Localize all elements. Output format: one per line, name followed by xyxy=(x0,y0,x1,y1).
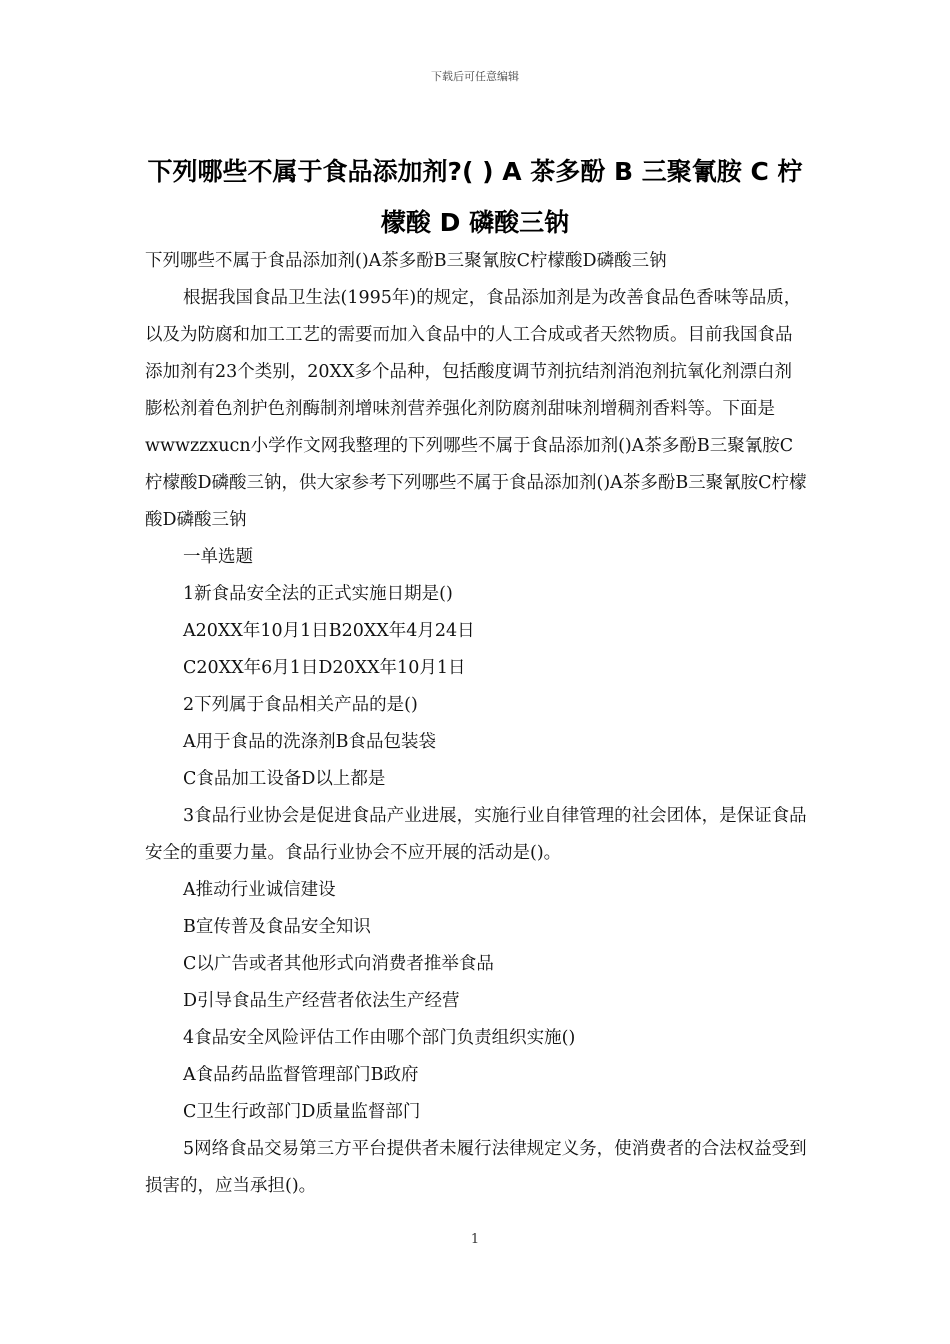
page-number: 1 xyxy=(470,1232,480,1247)
document-title: 下列哪些不属于食品添加剂?( ) A 茶多酚 B 三聚氰胺 C 柠檬酸 D 磷酸三钠 xyxy=(147,157,803,237)
question-3-option-a: A推动行业诚信建设 xyxy=(183,880,336,900)
page-header-note: 下载后可任意编辑 xyxy=(431,70,519,83)
question-4-options-cd: C卫生行政部门D质量监督部门 xyxy=(183,1102,421,1122)
question-2-options-cd: C食品加工设备D以上都是 xyxy=(183,769,386,789)
question-3-option-b: B宣传普及食品安全知识 xyxy=(183,917,371,937)
question-1-options-cd: C20XX年6月1日D20XX年10月1日 xyxy=(183,658,466,678)
body-paragraph: 根据我国食品卫生法(1995年)的规定，食品添加剂是为改善食品色香味等品质，以及为防腐和加工工艺的需要而加入食品中的人工合成或者天然物质。目前我国食品添加剂有23个类别，20XX多个品种，包括酸度调节剂抗结剂消泡剂抗氧化剂漂白剂膨松剂着色剂护色剂酶制剂增味剂营养强化剂防腐剂甜味剂增稠剂香料等。下面是wwwzzxucn小学作文网我整理的下列哪些不属于食品添加剂()A茶多酚B三聚氰胺C柠檬酸D磷酸三钠，供大家参考下列哪些不属于食品添加剂()A茶多酚B三聚氰胺C柠檬酸D磷酸三钠 xyxy=(145,288,807,530)
question-4: 4食品安全风险评估工作由哪个部门负责组织实施() xyxy=(183,1028,576,1048)
question-2-options-ab: A用于食品的洗涤剂B食品包装袋 xyxy=(183,732,436,752)
question-2: 2下列属于食品相关产品的是() xyxy=(183,695,418,715)
body-paragraph: 下列哪些不属于食品添加剂()A茶多酚B三聚氰胺C柠檬酸D磷酸三钠 xyxy=(145,251,667,271)
question-5: 5网络食品交易第三方平台提供者未履行法律规定义务，使消费者的合法权益受到损害的，应当承担()。 xyxy=(145,1139,807,1196)
question-4-options-ab: A食品药品监督管理部门B政府 xyxy=(183,1065,419,1085)
document-body xyxy=(145,243,809,1205)
question-3-option-c: C以广告或者其他形式向消费者推举食品 xyxy=(183,954,494,974)
question-3-option-d: D引导食品生产经营者依法生产经营 xyxy=(183,991,460,1011)
question-3: 3食品行业协会是促进食品产业进展，实施行业自律管理的社会团体，是保证食品安全的重要力量。食品行业协会不应开展的活动是()。 xyxy=(145,806,807,863)
question-1: 1新食品安全法的正式实施日期是() xyxy=(183,584,453,604)
section-heading: 一单选题 xyxy=(183,547,253,567)
question-1-options-ab: A20XX年10月1日B20XX年4月24日 xyxy=(183,621,475,641)
